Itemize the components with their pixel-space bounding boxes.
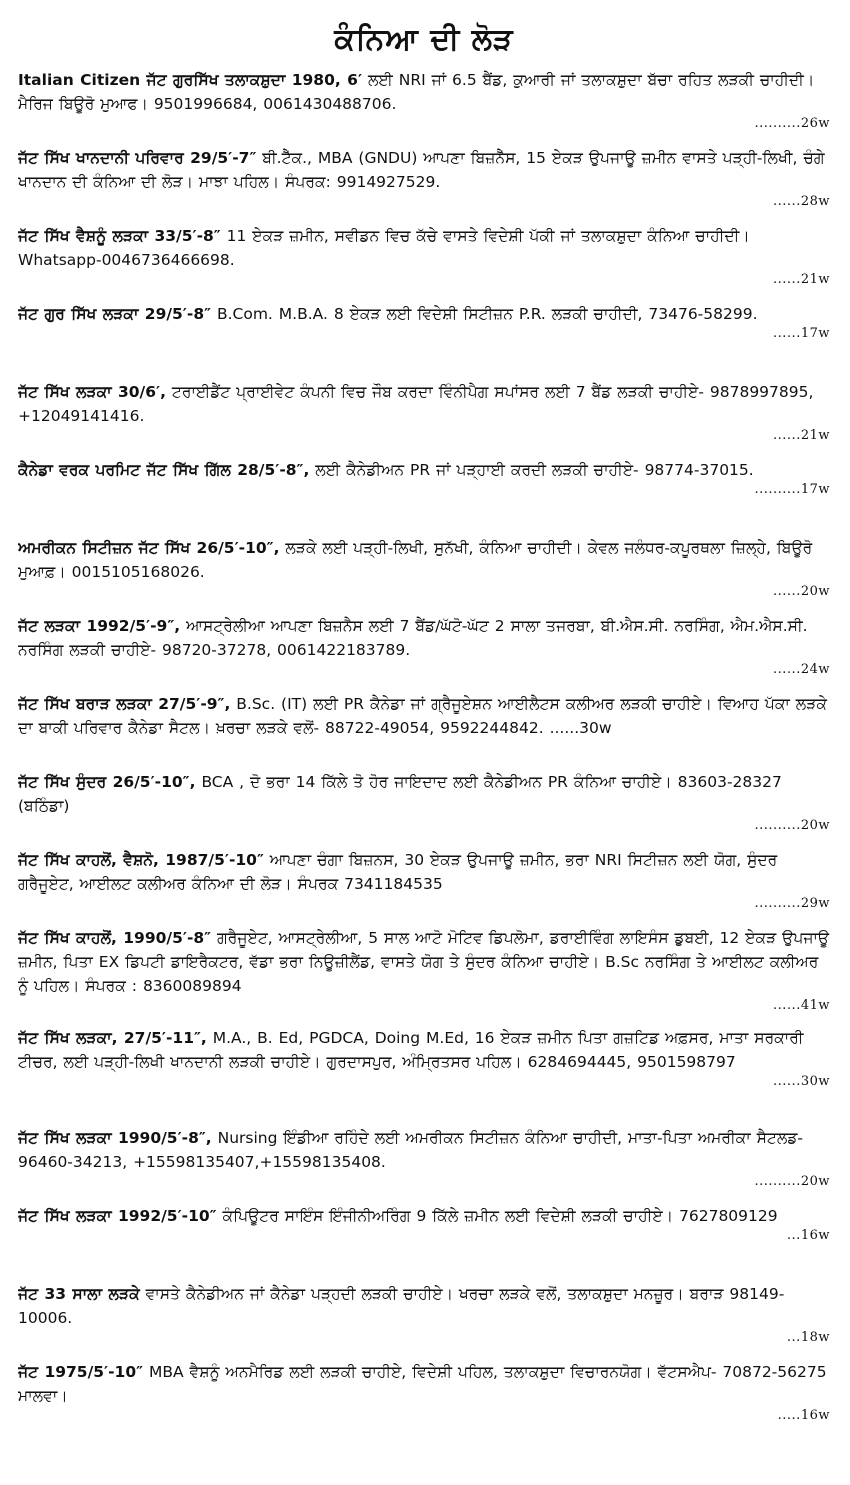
classified-ad: [18, 1204, 830, 1282]
ad-text: B.Com. M.B.A. 8 ਏਕੜ ਲਈ ਵਿਦੇਸ਼ੀ ਸਿਟੀਜ਼ਨ P.R. ਲੜਕੀ ਚਾਹੀਦੀ, 73476-58299.: [211, 305, 758, 323]
ad-text: 11 ਏਕੜ ਜ਼ਮੀਨ, ਸਵੀਡਨ ਵਿਚ ਕੱਚੇ ਵਾਸਤੇ ਵਿਦੇਸ਼ੀ ਪੱਕੀ ਜਾਂ ਤਲਾਕਸ਼ੁਦਾ ਕੰਨਿਆ ਚਾਹੀਦੀ। Whatsapp-0046736466698.: [18, 227, 750, 269]
ad-word-count: .....16w: [777, 1408, 830, 1423]
ad-text: ਟਰਾਈਡੈਂਟ ਪ੍ਰਾਈਵੇਟ ਕੰਪਨੀ ਵਿਚ ਜੌਬ ਕਰਦਾ ਵਿੰਨੀਪੈਗ ਸਪਾਂਸਰ ਲਈ 7 ਬੈਂਡ ਲੜਕੀ ਚਾਹੀਏ- 9878997895, +12049141416.: [18, 383, 814, 425]
ad-word-count: ......17w: [773, 326, 830, 341]
ad-word-count: ......28w: [773, 194, 830, 209]
ad-text: ਆਸਟ੍ਰੇਲੀਆ ਆਪਣਾ ਬਿਜ਼ਨੈਸ ਲਈ 7 ਬੈਂਡ/ਘੱਟੋ-ਘੱਟ 2 ਸਾਲਾ ਤਜਰਬਾ, ਬੀ.ਐਸ.ਸੀ. ਨਰਸਿੰਗ, ਐਮ.ਐਸ.ਸੀ. ਨਰਸਿੰਗ ਲੜਕੀ ਚਾਹੀਏ- 98720-37278, 0061422183789.: [18, 617, 808, 659]
classified-ad: [18, 848, 830, 926]
ad-headline: Italian Citizen ਜੱਟ ਗੁਰਸਿੱਖ ਤਲਾਕਸ਼ੁਦਾ 1980, 6′: [18, 71, 363, 89]
ad-headline: ਜੱਟ ਸਿੱਖ ਬਰਾੜ ਲੜਕਾ 27/5′-9″,: [18, 695, 231, 713]
ad-word-count: ...16w: [786, 1228, 830, 1243]
ad-headline: ਜੱਟ ਲੜਕਾ 1992/5′-9″,: [18, 617, 181, 635]
ad-word-count: ......21w: [773, 272, 830, 287]
ad-headline: ਜੱਟ 1975/5′-10″: [18, 1363, 144, 1381]
ad-headline: ਜੱਟ ਸਿੱਖ ਸੁੰਦਰ 26/5′-10″,: [18, 773, 196, 791]
classified-ad: [18, 1360, 830, 1438]
ad-headline: ਜੱਟ ਸਿੱਖ ਲੜਕਾ 30/6′,: [18, 383, 166, 401]
ad-headline: ਜੱਟ ਸਿੱਖ ਖਾਨਦਾਨੀ ਪਰਿਵਾਰ 29/5′-7″: [18, 149, 257, 167]
ad-text: ਗਰੈਜੂਏਟ, ਆਸਟ੍ਰੇਲੀਆ, 5 ਸਾਲ ਆਟੋ ਮੋਟਿਵ ਡਿਪਲੋਮਾ, ਡਰਾਈਵਿੰਗ ਲਾਇਸੰਸ ਡੁਬਈ, 12 ਏਕੜ ਉਪਜਾਊ ਜ਼ਮੀਨ, ਪਿਤਾ EX ਡਿਪਟੀ ਡਾਇਰੈਕਟਰ, ਵੱਡਾ ਭਰਾ ਨਿਊਜ਼ੀਲੈਂਡ, ਵਾਸਤੇ ਯੋਗ ਤੇ ਸੁੰਦਰ ਕੰਨਿਆ ਚਾਹੀਏ। B.Sc ਨਰਸਿੰਗ ਤੇ ਆਈਲਟ ਕਲੀਅਰ ਨੂੰ ਪਹਿਲ। ਸੰਪਰਕ : 8360089894: [18, 929, 830, 995]
classified-ad: [18, 224, 830, 302]
ad-word-count: ......24w: [773, 662, 830, 677]
ad-headline: ਅਮਰੀਕਨ ਸਿਟੀਜ਼ਨ ਜੱਟ ਸਿੱਖ 26/5′-10″,: [18, 539, 280, 557]
classified-ad: [18, 1126, 830, 1204]
ad-word-count: ..........29w: [754, 896, 830, 911]
ad-text: ਵਾਸਤੇ ਕੈਨੇਡੀਅਨ ਜਾਂ ਕੈਨੇਡਾ ਪੜ੍ਹਦੀ ਲੜਕੀ ਚਾਹੀਏ। ਖਰਚਾ ਲੜਕੇ ਵਲੋਂ, ਤਲਾਕਸ਼ੁਦਾ ਮਨਜ਼ੂਰ। ਬਰਾੜ 98149-10006.: [18, 1285, 785, 1327]
ad-word-count: ......21w: [773, 428, 830, 443]
page-title: ਕੰਨਿਆ ਦੀ ਲੋੜ: [334, 22, 514, 57]
ad-headline: ਜੱਟ 33 ਸਾਲਾ ਲੜਕੇ: [18, 1285, 140, 1303]
classified-ad: [18, 614, 830, 692]
classified-ad: [18, 68, 830, 146]
ad-text: MBA ਵੈਸ਼ਨੂੰ ਅਨਮੈਰਿਡ ਲਈ ਲੜਕੀ ਚਾਹੀਏ, ਵਿਦੇਸ਼ੀ ਪਹਿਲ, ਤਲਾਕਸ਼ੁਦਾ ਵਿਚਾਰਨਯੋਗ। ਵੱਟਸਐਪ- 70872-56275 ਮਾਲਵਾ।: [18, 1363, 827, 1405]
ad-text: Nursing ਇੰਡੀਆ ਰਹਿੰਦੇ ਲਈ ਅਮਰੀਕਨ ਸਿਟੀਜ਼ਨ ਕੰਨਿਆ ਚਾਹੀਦੀ, ਮਾਤਾ-ਪਿਤਾ ਅਮਰੀਕਾ ਸੈਟਲਡ- 96460-34213, +15598135407,+15598135408.: [18, 1129, 803, 1171]
ad-word-count: ..........17w: [754, 482, 830, 497]
ad-headline: ਜੱਟ ਸਿੱਖ ਲੜਕਾ, 27/5′-11″,: [18, 1029, 207, 1047]
classified-ad: [18, 380, 830, 458]
ad-word-count: ......41w: [773, 998, 830, 1013]
classified-ad: [18, 536, 830, 614]
classified-ad: [18, 692, 830, 770]
ad-headline: ਜੱਟ ਸਿੱਖ ਲੜਕਾ 1992/5′-10″: [18, 1207, 217, 1225]
ad-text: BCA , ਦੋ ਭਰਾ 14 ਕਿੱਲੇ ਤੋ ਹੋਰ ਜਾਇਦਾਦ ਲਈ ਕੈਨੇਡੀਅਨ PR ਕੰਨਿਆ ਚਾਹੀਏ। 83603-28327 (ਬਠਿੰਡਾ): [18, 773, 782, 815]
ad-word-count: ......30w: [773, 1074, 830, 1089]
ad-text: ਲਈ NRI ਜਾਂ 6.5 ਬੈਂਡ, ਕੁਆਰੀ ਜਾਂ ਤਲਾਕਸ਼ੁਦਾ ਬੱਚਾ ਰਹਿਤ ਲੜਕੀ ਚਾਹੀਦੀ। ਮੈਰਿਜ ਬਿਊਰੋ ਮੁਆਫ। 9501996684, 0061430488706.: [18, 71, 815, 113]
ad-word-count: ..........20w: [754, 818, 830, 833]
classified-ad: [18, 1026, 830, 1126]
ad-text: ਆਪਣਾ ਚੰਗਾ ਬਿਜ਼ਨਸ, 30 ਏਕੜ ਉਪਜਾਊ ਜ਼ਮੀਨ, ਭਰਾ NRI ਸਿਟੀਜ਼ਨ ਲਈ ਯੋਗ, ਸੁੰਦਰ ਗਰੈਜੂਏਟ, ਆਈਲਟ ਕਲੀਅਰ ਕੰਨਿਆ ਦੀ ਲੋੜ। ਸੰਪਰਕ 7341184535: [18, 851, 778, 893]
classified-ad: [18, 302, 830, 380]
ad-headline: ਜੱਟ ਸਿੱਖ ਲੜਕਾ 1990/5′-8″,: [18, 1129, 212, 1147]
ad-text: ਲਈ ਕੈਨੇਡੀਅਨ PR ਜਾਂ ਪੜ੍ਹਾਈ ਕਰਦੀ ਲੜਕੀ ਚਾਹੀਏ- 98774-37015.: [309, 461, 754, 479]
ad-word-count: ......20w: [773, 584, 830, 599]
ad-text: ਕੰਪਿਊਟਰ ਸਾਇੰਸ ਇੰਜੀਨੀਅਰਿੰਗ 9 ਕਿੱਲੇ ਜ਼ਮੀਨ ਲਈ ਵਿਦੇਸ਼ੀ ਲੜਕੀ ਚਾਹੀਏ। 7627809129: [216, 1207, 778, 1225]
ad-text: M.A., B. Ed, PGDCA, Doing M.Ed, 16 ਏਕੜ ਜ਼ਮੀਨ ਪਿਤਾ ਗਜ਼ਟਿਡ ਅਫ਼ਸਰ, ਮਾਤਾ ਸਰਕਾਰੀ ਟੀਚਰ, ਲਈ ਪੜ੍ਹੀ-ਲਿਖੀ ਖਾਨਦਾਨੀ ਲੜਕੀ ਚਾਹੀਏ। ਗੁਰਦਾਸਪੁਰ, ਅੰਮ੍ਰਿਤਸਰ ਪਹਿਲ। 6284694445, 9501598797: [18, 1029, 804, 1071]
ad-word-count: ..........26w: [754, 116, 830, 131]
ad-word-count: ..........20w: [754, 1174, 830, 1189]
classified-ad: [18, 458, 830, 536]
classified-ad: [18, 926, 830, 1026]
classified-ad: [18, 146, 830, 224]
ad-headline: ਜੱਟ ਸਿੱਖ ਵੈਸ਼ਨੂੰ ਲੜਕਾ 33/5′-8″: [18, 227, 221, 245]
ad-text: ਬੀ.ਟੈੱਕ., MBA (GNDU) ਆਪਣਾ ਬਿਜ਼ਨੈੱਸ, 15 ਏਕੜ ਉਪਜਾਊ ਜ਼ਮੀਨ ਵਾਸਤੇ ਪੜ੍ਹੀ-ਲਿਖੀ, ਚੰਗੇ ਖਾਨਦਾਨ ਦੀ ਕੰਨਿਆ ਦੀ ਲੋੜ। ਮਾਝਾ ਪਹਿਲ। ਸੰਪਰਕ: 9914927529.: [18, 149, 825, 191]
ad-text: ਲੜਕੇ ਲਈ ਪੜ੍ਹੀ-ਲਿਖੀ, ਸੁਨੱਖੀ, ਕੰਨਿਆ ਚਾਹੀਦੀ। ਕੇਵਲ ਜਲੰਧਰ-ਕਪੂਰਥਲਾ ਜ਼ਿਲ੍ਹੇ, ਬਿਊਰੋ ਮੁਆਫ਼। 0015105168026.: [18, 539, 813, 581]
classified-ad: [18, 1282, 830, 1360]
classified-ad: [18, 770, 830, 848]
ad-headline: ਜੱਟ ਸਿੱਖ ਕਾਹਲੋਂ, ਵੈਸ਼ਨੋ, 1987/5′-10″: [18, 851, 264, 869]
ad-word-count: ...18w: [786, 1330, 830, 1345]
ad-text: B.Sc. (IT) ਲਈ PR ਕੈਨੇਡਾ ਜਾਂ ਗ੍ਰੈਜੂਏਸ਼ਨ ਆਈਲੈਟਸ ਕਲੀਅਰ ਲੜਕੀ ਚਾਹੀਏ। ਵਿਆਹ ਪੱਕਾ ਲੜਕੇ ਦਾ ਬਾਕੀ ਪਰਿਵਾਰ ਕੈਨੇਡਾ ਸੈਟਲ। ਖ਼ਰਚਾ ਲੜਕੇ ਵਲੋਂ- 88722-49054, 9592244842. ......30w: [18, 695, 827, 737]
ad-headline: ਜੱਟ ਗੁਰ ਸਿੱਖ ਲੜਕਾ 29/5′-8″: [18, 305, 212, 323]
ad-headline: ਕੈਨੇਡਾ ਵਰਕ ਪਰਮਿਟ ਜੱਟ ਸਿੱਖ ਗਿੱਲ 28/5′-8″,: [18, 461, 310, 479]
ad-headline: ਜੱਟ ਸਿੱਖ ਕਾਹਲੋਂ, 1990/5′-8″: [18, 929, 212, 947]
